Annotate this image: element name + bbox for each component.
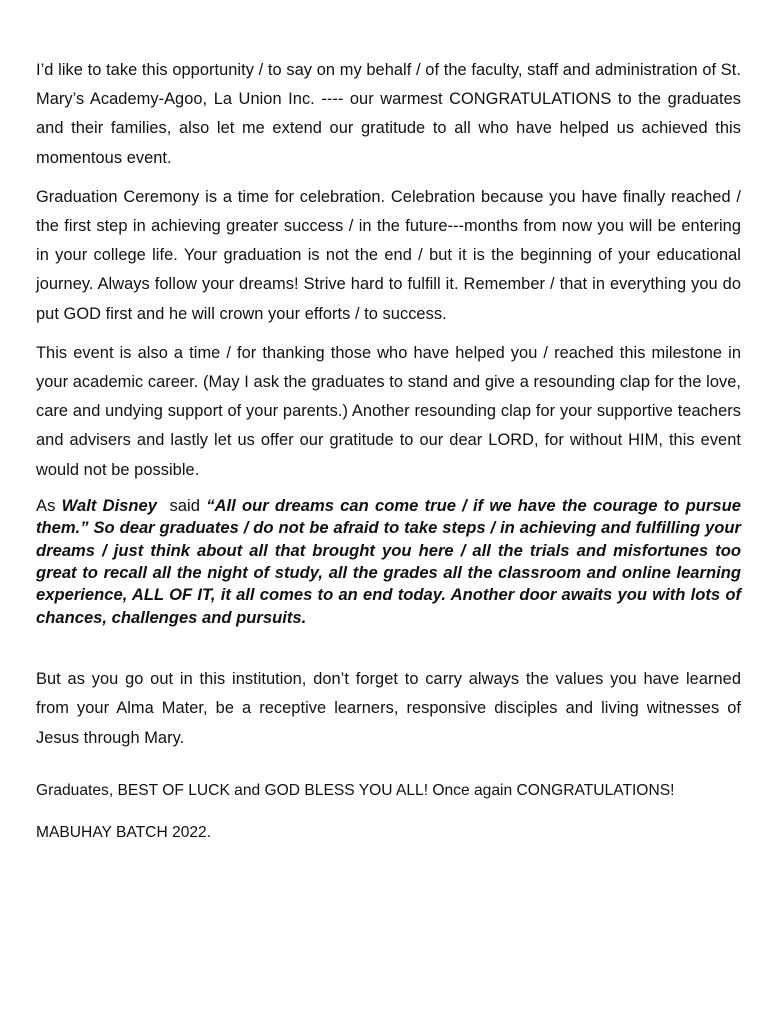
quote-text: “All our dreams can come true / if we have the courage to pursue them.” So dear graduates / do not be afraid to take steps / in achieving and fulfilling your dreams / just think about all that brought you here / all the trials and misfortunes too great to recall all the night of study, all the grades all the classroom and online learning experience, ALL OF IT, it all comes to an end today. Another door awaits you with lots of chances, challenges and pursuits. (36, 495, 741, 627)
opening-paragraph: I’d like to take this opportunity / to say on my behalf / of the faculty, staff and administration of St. Mary’s Academy-Agoo, La Union Inc. ---- our warmest CONGRATULATIONS to the graduates and their families, also let me extend our gratitude to all who have helped us achieved this momentous event. (36, 61, 741, 167)
closing-line: Graduates, BEST OF LUCK and GOD BLESS YOU ALL! Once again CONGRATULATIONS! (36, 781, 675, 799)
speech-document (36, 56, 741, 843)
quote-intro: As (36, 495, 56, 515)
quote-said: said (169, 495, 200, 515)
thanks-paragraph: This event is also a time / for thanking those who have helped you / reached this milestone in your academic career. (May I ask the graduates to stand and give a resounding clap for the love, care and undying support of your parents.) Another resounding clap for your supportive teachers and advisers and lastly let us offer our gratitude to our dear LORD, for without HIM, this event would not be possible. (36, 343, 741, 479)
quote-paragraph (36, 495, 741, 629)
celebration-paragraph: Graduation Ceremony is a time for celebration. Celebration because you have finally reached / the first step in achieving greater success / in the future---months from now you will be entering in your college life. Your graduation is not the end / but it is the beginning of your educational journey. Always follow your dreams! Strive hard to fulfill it. Remember / that in everything you do put GOD first and he will crown your efforts / to success. (36, 187, 741, 323)
values-paragraph: But as you go out in this institution, don’t forget to carry always the values you have learned from your Alma Mater, be a receptive learners, responsive disciples and living witnesses of Jesus through Mary. (36, 670, 741, 747)
quote-author: Walt Disney (61, 495, 158, 515)
batch-line: MABUHAY BATCH 2022. (36, 823, 212, 841)
